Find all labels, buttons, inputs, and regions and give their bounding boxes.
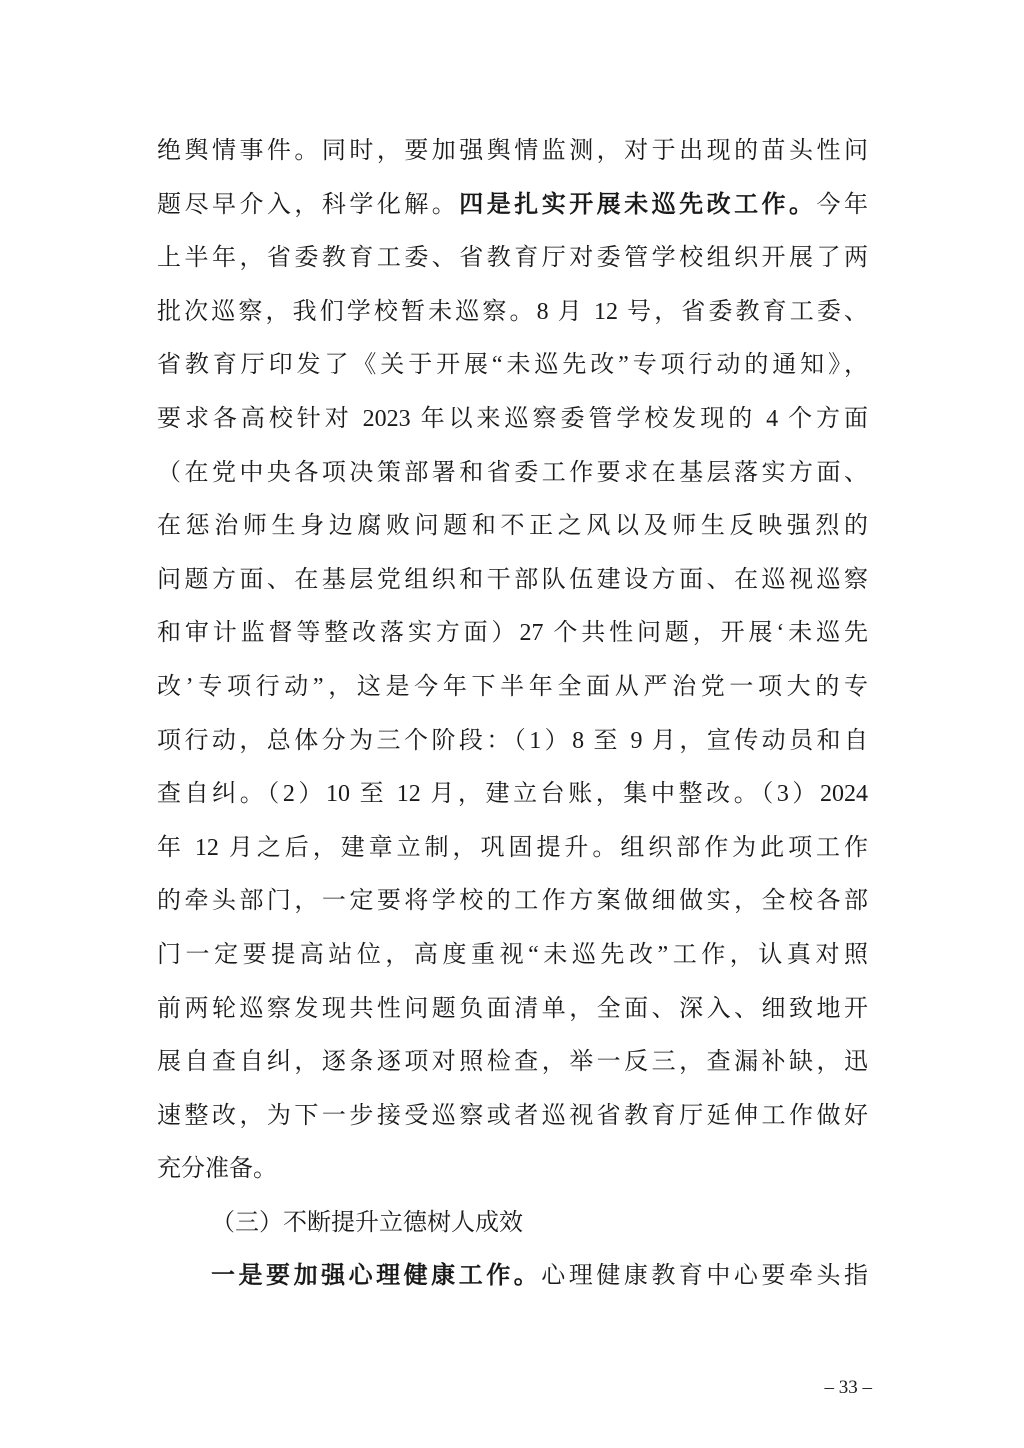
text-line: 绝舆情事件。同时，要加强舆情监测，对于出现的苗头性问 (157, 138, 868, 164)
text-segment: 心理健康教育中心要牵头指 (541, 1263, 868, 1290)
text-line (157, 179, 868, 233)
text-line: 查自纠。（2）10 至 12 月，建立台账，集中整改。（3）2024 (157, 781, 868, 808)
body-text (157, 125, 868, 1304)
text-line: 批次巡察，我们学校暂未巡察。8 月 12 号，省委教育工委、 (157, 298, 868, 325)
text-line: 项行动，总体分为三个阶段：（1）8 至 9 月，宣传动员和自 (157, 727, 868, 754)
text-line: 和审计监督等整改落实方面）27 个共性问题，开展‘未巡先 (157, 620, 868, 647)
text-line: 门一定要提高站位，高度重视“未巡先改”工作，认真对照 (157, 941, 868, 968)
text-line: （在党中央各项决策部署和省委工作要求在基层落实方面、 (157, 459, 868, 486)
text-line: 的牵头部门，一定要将学校的工作方案做细做实，全校各部 (157, 888, 868, 915)
text-line: 年 12 月之后，建章立制，巩固提升。组织部作为此项工作 (157, 834, 868, 861)
section-heading: （三）不断提升立德树人成效 (211, 1209, 523, 1236)
text-line: 在惩治师生身边腐败问题和不正之风以及师生反映强烈的 (157, 513, 868, 540)
text-line: 要求各高校针对 2023 年以来巡察委管学校发现的 4 个方面 (157, 405, 868, 432)
text-line: 充分准备。 (157, 1156, 277, 1183)
text-line: 展自查自纠，逐条逐项对照检查，举一反三，查漏补缺，迅 (157, 1049, 868, 1076)
text-line: 问题方面、在基层党组织和干部队伍建设方面、在巡视巡察 (157, 566, 868, 593)
bold-emphasis: 一是要加强心理健康工作。 (211, 1263, 542, 1290)
text-line: 省教育厅印发了《关于开展“未巡先改”专项行动的通知》， (157, 352, 868, 379)
text-line: 改’专项行动”，这是今年下半年全面从严治党一项大的专 (157, 673, 868, 700)
text-line: 前两轮巡察发现共性问题负面清单，全面、深入、细致地开 (157, 995, 868, 1022)
page-number: – 33 – (824, 1377, 872, 1398)
text-line: 上半年，省委教育工委、省教育厅对委管学校组织开展了两 (157, 245, 868, 272)
bold-emphasis: 四是扎实开展未巡先改工作。 (459, 191, 817, 218)
text-segment: 题尽早介入，科学化解。 (157, 191, 460, 218)
text-line: 速整改，为下一步接受巡察或者巡视省教育厅延伸工作做好 (157, 1102, 868, 1129)
text-segment: 今年 (816, 191, 868, 218)
text-line (157, 1250, 868, 1304)
